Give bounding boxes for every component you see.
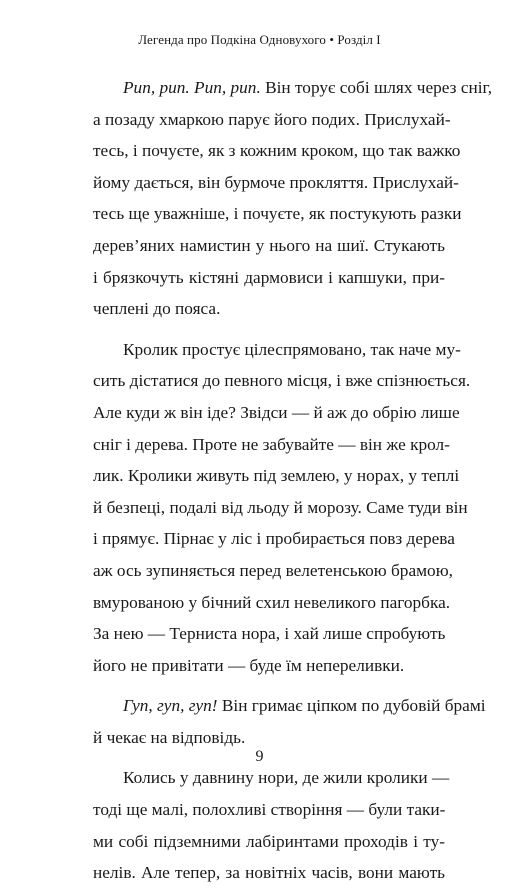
text-line: аж ось зупиняється перед велетенською брамою, <box>93 560 453 580</box>
text-line: тесь, і почуєте, як з кожним кроком, що так важко <box>93 141 461 161</box>
line-text: Він торує собі шлях через сніг, <box>260 78 493 97</box>
text-line: сніг і дерева. Проте не забувайте — він же крол- <box>93 434 450 454</box>
running-header: Легенда про Подкіна Одновухого • Розділ І <box>138 32 381 47</box>
text-line: Але куди ж він іде? Звідси — й аж до обрію лише <box>93 402 460 422</box>
text-line: дерев’яних намистин у нього на шиї. Стукають <box>93 235 445 255</box>
text-line: Кролик простує цілеспрямовано, так наче му- <box>123 339 461 359</box>
text-line: й безпеці, подалі від льоду й морозу. Саме туди він <box>93 497 468 517</box>
text-line: ми собі підземними лабіринтами проходів і ту- <box>93 831 445 851</box>
text-line: а позаду хмаркою парує його подих. Прислухай- <box>93 109 451 129</box>
page-number: 9 <box>255 748 264 765</box>
text-line: вмурованою у бічний схил невеликого пагорбка. <box>93 592 451 612</box>
body-text <box>93 72 493 889</box>
text-line: Колись у давнину нори, де жили кролики — <box>123 768 450 788</box>
text-line: і прямує. Пірнає у ліс і пробирається повз дерева <box>93 529 455 549</box>
text-line: й чекає на відповідь. <box>93 727 246 747</box>
text-line: і брязкочуть кістяні дармовиси і капшуки, при- <box>93 267 445 287</box>
text-line: сить дістатися до певного місця, і вже спізнюється. <box>93 371 471 391</box>
text-line: його не привітати — буде їм непереливки. <box>93 655 405 675</box>
text-line: тоді ще малі, полохливі створіння — були таки- <box>93 800 446 820</box>
text-line: За нею — Терниста нора, і хай лише спробують <box>93 624 446 644</box>
text-line <box>93 690 486 722</box>
text-line: нелів. Але тепер, за новітніх часів, вони мають <box>93 863 445 883</box>
italic-phrase: Гуп, гуп, гуп! <box>123 696 218 716</box>
text-line: лик. Кролики живуть під землею, у норах, у теплі <box>93 466 460 486</box>
text-line: йому дається, він бурмоче прокляття. Прислухай- <box>93 172 459 192</box>
text-line: тесь ще уважніше, і почуєте, як постукують разки <box>93 204 462 224</box>
italic-phrase: Рип, рип. Рип, рип. <box>123 78 261 97</box>
text-line <box>93 72 493 104</box>
line-text: Він гримає ціпком по дубовій брамі <box>217 696 486 716</box>
text-line: чеплені до пояса. <box>93 299 221 319</box>
